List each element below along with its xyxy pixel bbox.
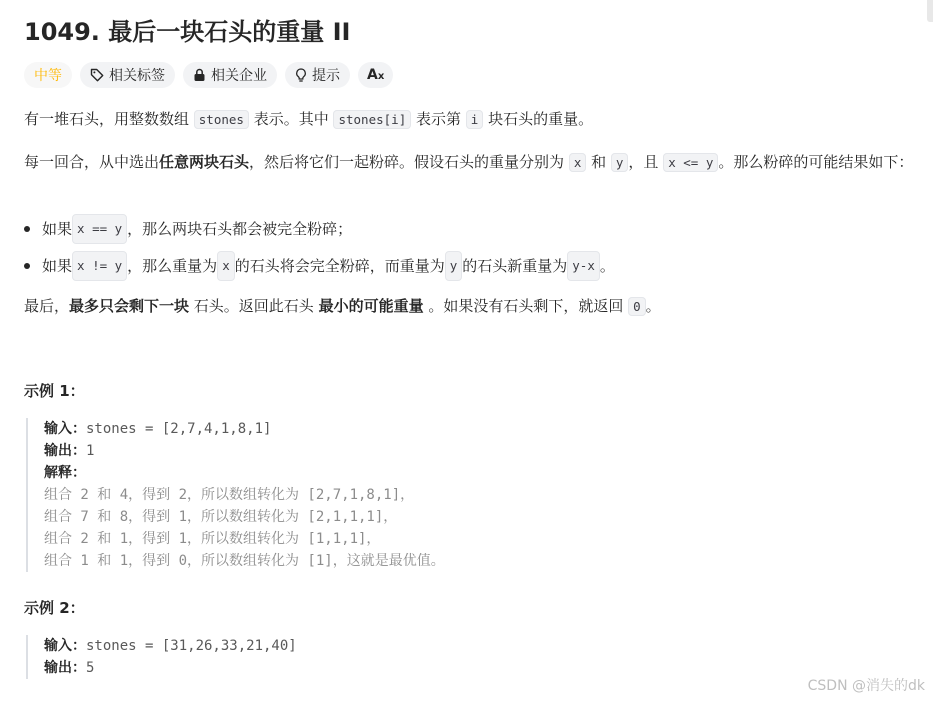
difficulty-label: 中等 bbox=[34, 68, 62, 84]
watermark: CSDN @消失的dk bbox=[807, 678, 925, 694]
explain-line: 组合 2 和 1，得到 1，所以数组转化为 [1,1,1]， bbox=[44, 531, 381, 547]
related-tags-button[interactable] bbox=[80, 62, 175, 88]
font-size-icon: Ax bbox=[367, 67, 385, 83]
related-companies-label: 相关企业 bbox=[211, 68, 267, 84]
explain-line: 组合 7 和 8，得到 1，所以数组转化为 [2,1,1,1]， bbox=[44, 509, 398, 525]
difficulty-badge bbox=[24, 62, 72, 88]
example-2-title: 示例 2： bbox=[24, 599, 85, 617]
font-size-button[interactable] bbox=[358, 62, 393, 88]
example-1-block: 输入：stones = [2,7,4,1,8,1] 输出：1 解释： 组合 2 和 4，得到 2，所以数组转化为 [2,7,1,8,1]， 组合 7 和 8，得到 1，所以数组转化为 [2,1,1,1]， 组合 2 和 1，得到 1，所以数组转化为 [1,1,1]， 组合 1 和 1，得到 0，所以数组转化为 [1]，这就是最优值。 bbox=[26, 418, 445, 572]
hint-button[interactable] bbox=[285, 62, 350, 88]
bullet-dot bbox=[24, 263, 30, 269]
list-item: 如果 x != y ，那么重量为 x 的石头将会完全粉碎，而重量为 y 的石头新重量为 y-x 。 bbox=[24, 251, 615, 281]
description-paragraph-2: 每一回合，从中选出任意两块石头，然后将它们一起粉碎。假设石头的重量分别为 x 和 y ，且 x <= y 。那么粉碎的可能结果如下： bbox=[24, 153, 914, 171]
explain-line: 组合 2 和 4，得到 2，所以数组转化为 [2,7,1,8,1]， bbox=[44, 487, 415, 503]
problem-title: 1049. 最后一块石头的重量 II bbox=[24, 18, 351, 46]
bullet-dot bbox=[24, 226, 30, 232]
related-tags-label: 相关标签 bbox=[109, 68, 165, 84]
example-1-title: 示例 1： bbox=[24, 382, 85, 400]
example-2-block: 输入：stones = [31,26,33,21,40] 输出：5 bbox=[26, 635, 297, 679]
hint-label: 提示 bbox=[312, 68, 340, 84]
explain-line: 组合 1 和 1，得到 0，所以数组转化为 [1]，这就是最优值。 bbox=[44, 553, 445, 569]
lightbulb-icon bbox=[295, 68, 307, 83]
tag-icon bbox=[90, 68, 104, 82]
lock-icon bbox=[193, 68, 206, 82]
related-companies-button[interactable] bbox=[183, 62, 277, 88]
scrollbar-edge[interactable] bbox=[927, 0, 933, 22]
description-paragraph-1: 有一堆石头，用整数数组 stones 表示。其中 stones[i] 表示第 i 块石头的重量。 bbox=[24, 110, 594, 128]
tag-bar bbox=[24, 62, 393, 88]
list-item: 如果 x == y ，那么两块石头都会被完全粉碎； bbox=[24, 214, 352, 244]
description-paragraph-3: 最后，最多只会剩下一块 石头。返回此石头 最小的可能重量 。如果没有石头剩下，就返回 0 。 bbox=[24, 297, 661, 315]
